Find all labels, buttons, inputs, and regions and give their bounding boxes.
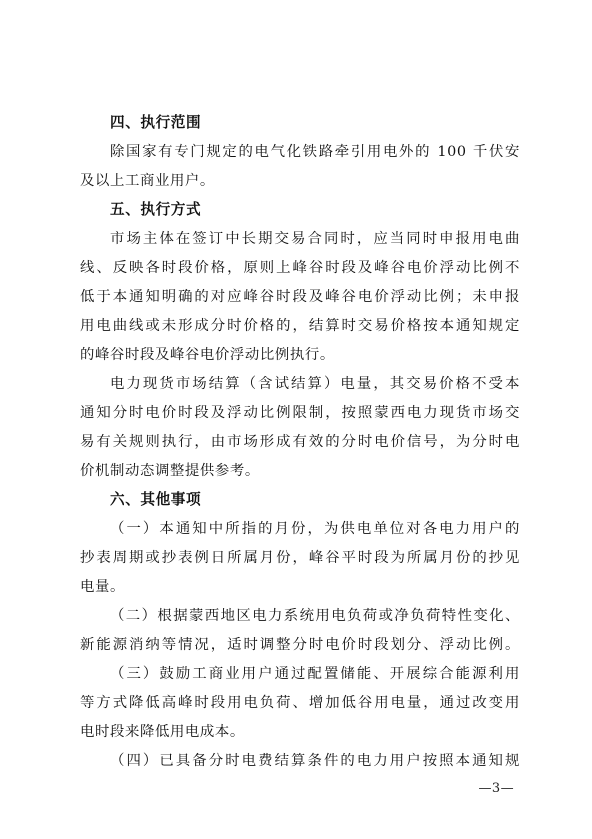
paragraph-line: 通知分时电价时段及浮动比例限制，按照蒙西电力现货市场交 <box>80 405 520 421</box>
paragraph-line: 低于本通知明确的对应峰谷时段及峰谷电价浮动比例；未申报 <box>80 289 520 305</box>
section-heading-method: 五、执行方式 <box>110 201 202 218</box>
paragraph-line: （一）本通知中所指的月份，为供电单位对各电力用户的 <box>110 521 520 537</box>
section-heading-other: 六、其他事项 <box>110 491 202 508</box>
paragraph-line: （四）已具备分时电费结算条件的电力用户按照本通知规 <box>110 753 520 769</box>
paragraph-line: 易有关规则执行，由市场形成有效的分时电价信号，为分时电 <box>80 434 520 450</box>
paragraph-line: 电时段来降低用电成本。 <box>80 724 245 740</box>
paragraph-line: 电力现货市场结算（含试结算）电量，其交易价格不受本 <box>110 376 520 392</box>
paragraph-line: 抄表周期或抄表例日所属月份，峰谷平时段为所属月份的抄见 <box>80 550 520 566</box>
paragraph-line: 线、反映各时段价格，原则上峰谷时段及峰谷电价浮动比例不 <box>80 260 520 276</box>
section-heading-scope: 四、执行范围 <box>110 114 202 131</box>
paragraph-line: （二）根据蒙西地区电力系统用电负荷或净负荷特性变化、 <box>110 608 520 624</box>
paragraph-line: 电量。 <box>80 579 125 595</box>
paragraph-line: （三）鼓励工商业用户通过配置储能、开展综合能源利用 <box>110 666 520 682</box>
paragraph-line: 市场主体在签订中长期交易合同时，应当同时申报用电曲 <box>110 231 520 247</box>
paragraph-line: 用电曲线或未形成分时价格的，结算时交易价格按本通知规定 <box>80 318 520 334</box>
paragraph-line: 除国家有专门规定的电气化铁路牵引用电外的 100 千伏安 <box>110 144 520 160</box>
paragraph-line: 及以上工商业用户。 <box>80 173 215 189</box>
paragraph-line: 新能源消纳等情况，适时调整分时电价时段划分、浮动比例。 <box>80 637 520 653</box>
paragraph-line: 等方式降低高峰时段用电负荷、增加低谷用电量，通过改变用 <box>80 695 520 711</box>
page-number: —3— <box>478 781 514 796</box>
paragraph-line: 的峰谷时段及峰谷电价浮动比例执行。 <box>80 347 335 363</box>
paragraph-line: 价机制动态调整提供参考。 <box>80 463 260 479</box>
